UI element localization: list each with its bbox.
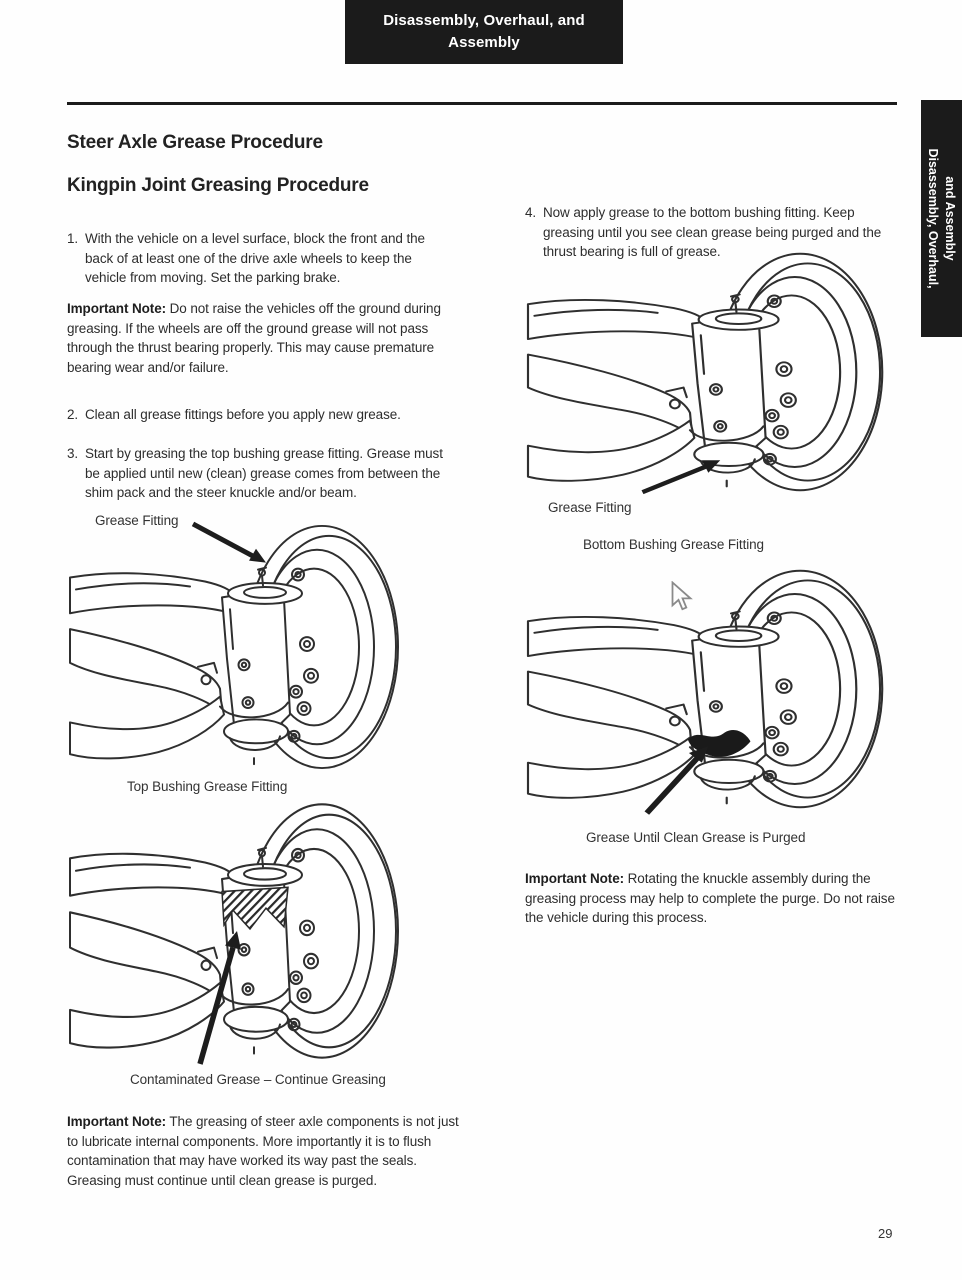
page-title: Steer Axle Grease Procedure bbox=[67, 132, 323, 153]
step-2 bbox=[67, 405, 467, 425]
step-3-number: 3. bbox=[67, 446, 79, 461]
figure-4-caption: Grease Until Clean Grease is Purged bbox=[586, 830, 806, 845]
step-2-text: Clean all grease fittings before you apply new grease. bbox=[85, 407, 401, 422]
figure-1-caption: Top Bushing Grease Fitting bbox=[127, 779, 288, 794]
figure-3-label: Grease Fitting bbox=[548, 500, 632, 515]
section-banner-line1: Disassembly, Overhaul, and bbox=[383, 12, 585, 30]
step-4-text: Now apply grease to the bottom bushing fitting. Keep greasing until you see clean grease being purged and the thrust bearing is full of grease. bbox=[543, 205, 882, 259]
figure-bottom-bushing-drawing bbox=[528, 246, 906, 498]
step-1-text: With the vehicle on a level surface, block the front and the back of at least one of the drive axle wheels to keep the vehicle from moving. Set the parking brake. bbox=[85, 231, 425, 285]
step-4-number: 4. bbox=[525, 205, 537, 220]
step-3-text: Start by greasing the top bushing grease fitting. Grease must be applied until new (clean) grease comes from between the shim pack and the steer knuckle and/or beam. bbox=[85, 446, 443, 500]
figure-top-bushing-drawing bbox=[70, 518, 420, 776]
section-banner bbox=[345, 0, 623, 64]
figure-1-label: Grease Fitting bbox=[95, 513, 179, 528]
figure-3-caption: Bottom Bushing Grease Fitting bbox=[583, 537, 764, 552]
side-tab-text bbox=[921, 100, 962, 337]
side-tab-line1: Disassembly, Overhaul, bbox=[926, 148, 941, 289]
figure-2-caption: Contaminated Grease – Continue Greasing bbox=[130, 1072, 386, 1087]
side-tab bbox=[921, 100, 962, 337]
important-note-3-label: Important Note: bbox=[525, 871, 624, 886]
figure-grease-purged-drawing bbox=[528, 563, 906, 815]
procedure-title: Kingpin Joint Greasing Procedure bbox=[67, 175, 369, 196]
important-note-2-text: The greasing of steer axle components is not just to lubricate internal components. More importantly it is to flush contamination that may have worked its way past the seals. Greasing must continue until clean grease is purged. bbox=[67, 1114, 459, 1188]
figure-contaminated-grease-drawing bbox=[70, 796, 420, 1066]
important-note-1 bbox=[67, 299, 459, 377]
important-note-2-label: Important Note: bbox=[67, 1114, 166, 1129]
important-note-2 bbox=[67, 1112, 467, 1190]
important-note-3-text: Rotating the knuckle assembly during the greasing process may help to complete the purge. Do not raise the vehicle during this process. bbox=[525, 871, 895, 925]
side-tab-line2: and Assembly bbox=[942, 176, 957, 261]
header-rule bbox=[67, 102, 897, 105]
step-2-number: 2. bbox=[67, 407, 79, 422]
section-banner-line2: Assembly bbox=[448, 34, 520, 51]
step-1-number: 1. bbox=[67, 231, 79, 246]
step-1 bbox=[67, 229, 442, 288]
important-note-1-text: Do not raise the vehicles off the ground during greasing. If the wheels are off the ground grease will not pass through the thrust bearing properly. This may cause premature bearing wear and/or failure. bbox=[67, 301, 441, 375]
step-3 bbox=[67, 444, 459, 503]
annotation-arrow bbox=[193, 524, 266, 563]
page-number: 29 bbox=[878, 1226, 893, 1241]
important-note-1-label: Important Note: bbox=[67, 301, 166, 316]
important-note-3 bbox=[525, 869, 905, 928]
